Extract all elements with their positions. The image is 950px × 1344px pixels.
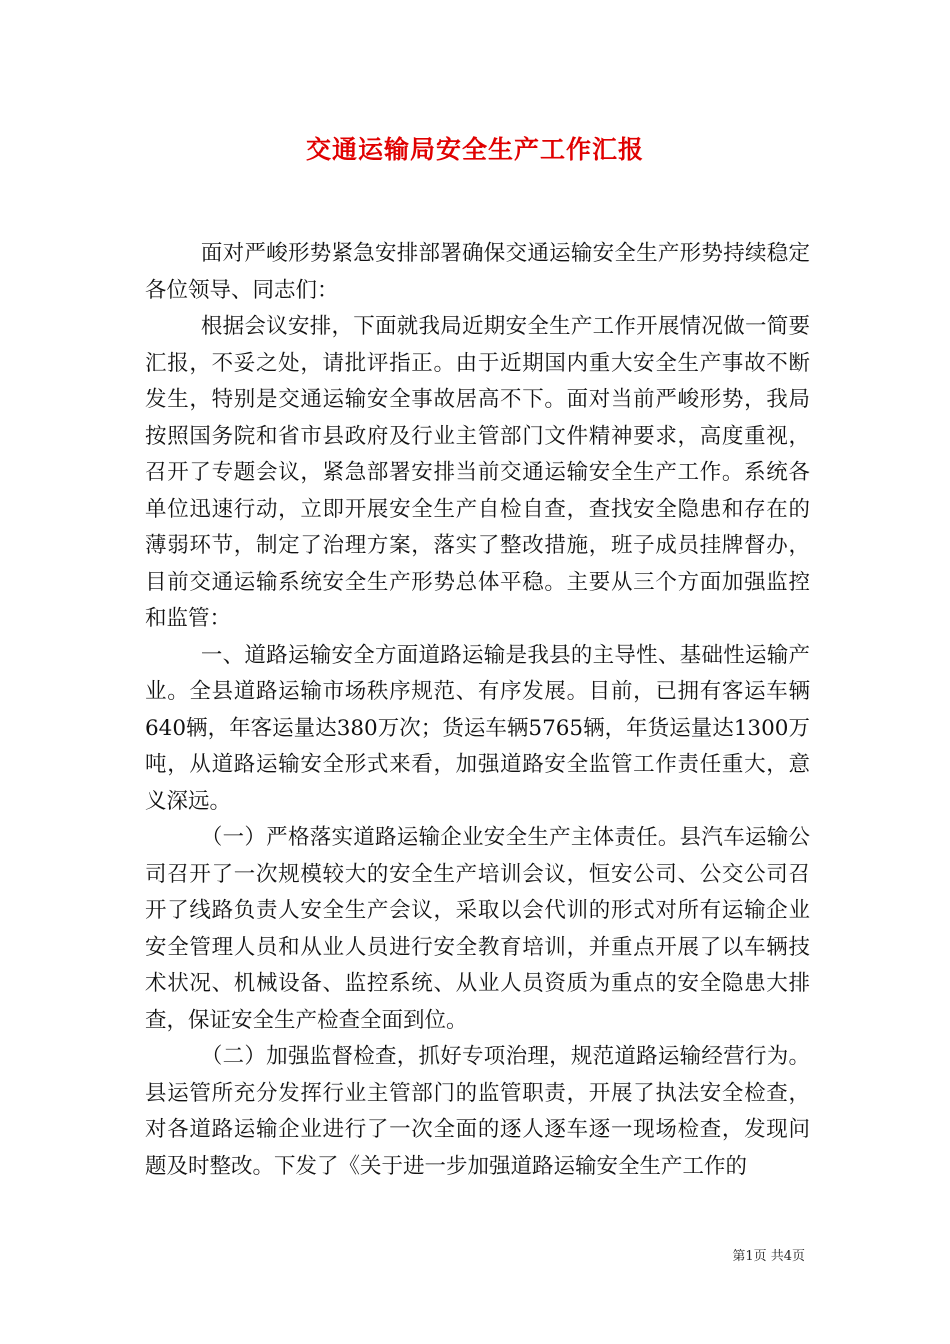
paragraph-intro: 根据会议安排，下面就我局近期安全生产工作开展情况做一简要汇报，不妥之处，请批评指正。由于近期国内重大安全生产事故不断发生，特别是交通运输安全事故居高不下。面对当前严峻形势，我局按照国务院和省市县政府及行业主管部门文件精神要求，高度重视，召开了专题会议，紧急部署安排当前交通运输安全生产工作。系统各单位迅速行动，立即开展安全生产自检自查，查找安全隐患和存在的薄弱环节，制定了治理方案，落实了整改措施，班子成员挂牌督办，目前交通运输系统安全生产形势总体平稳。主要从三个方面加强监控和监管： bbox=[145, 314, 810, 631]
paragraph-section-one: 一、道路运输安全方面道路运输是我县的主导性、基础性运输产业。全县道路运输市场秩序规范、有序发展。目前，已拥有客运车辆640辆，年客运量达380万次；货运车辆5765辆，年货运量达1300万吨，从道路运输安全形式来看，加强道路安全监管工作责任重大，意义深远。 bbox=[145, 642, 810, 814]
paragraph-subsection-one: （一）严格落实道路运输企业安全生产主体责任。县汽车运输公司召开了一次规模较大的安全生产培训会议，恒安公司、公交公司召开了线路负责人安全生产会议，采取以会代训的形式对所有运输企业安全管理人员和从业人员进行安全教育培训，并重点开展了以车辆技术状况、机械设备、监控系统、从业人员资质为重点的安全隐患大排查，保证安全生产检查全面到位。 bbox=[145, 825, 810, 1033]
document-body bbox=[145, 236, 810, 1185]
page-number-footer: 第1页 共4页 bbox=[732, 1249, 805, 1264]
document-title: 交通运输局安全生产工作汇报 bbox=[305, 135, 644, 164]
paragraph-subsection-two: （二）加强监督检查，抓好专项治理，规范道路运输经营行为。县运管所充分发挥行业主管部门的监管职责，开展了执法安全检查，对各道路运输企业进行了一次全面的逐人逐车逐一现场检查，发现问题及时整改。下发了《关于进一步加强道路运输安全生产工作的 bbox=[145, 1044, 810, 1179]
paragraph-greeting: 面对严峻形势紧急安排部署确保交通运输安全生产形势持续稳定各位领导、同志们： bbox=[145, 241, 810, 303]
